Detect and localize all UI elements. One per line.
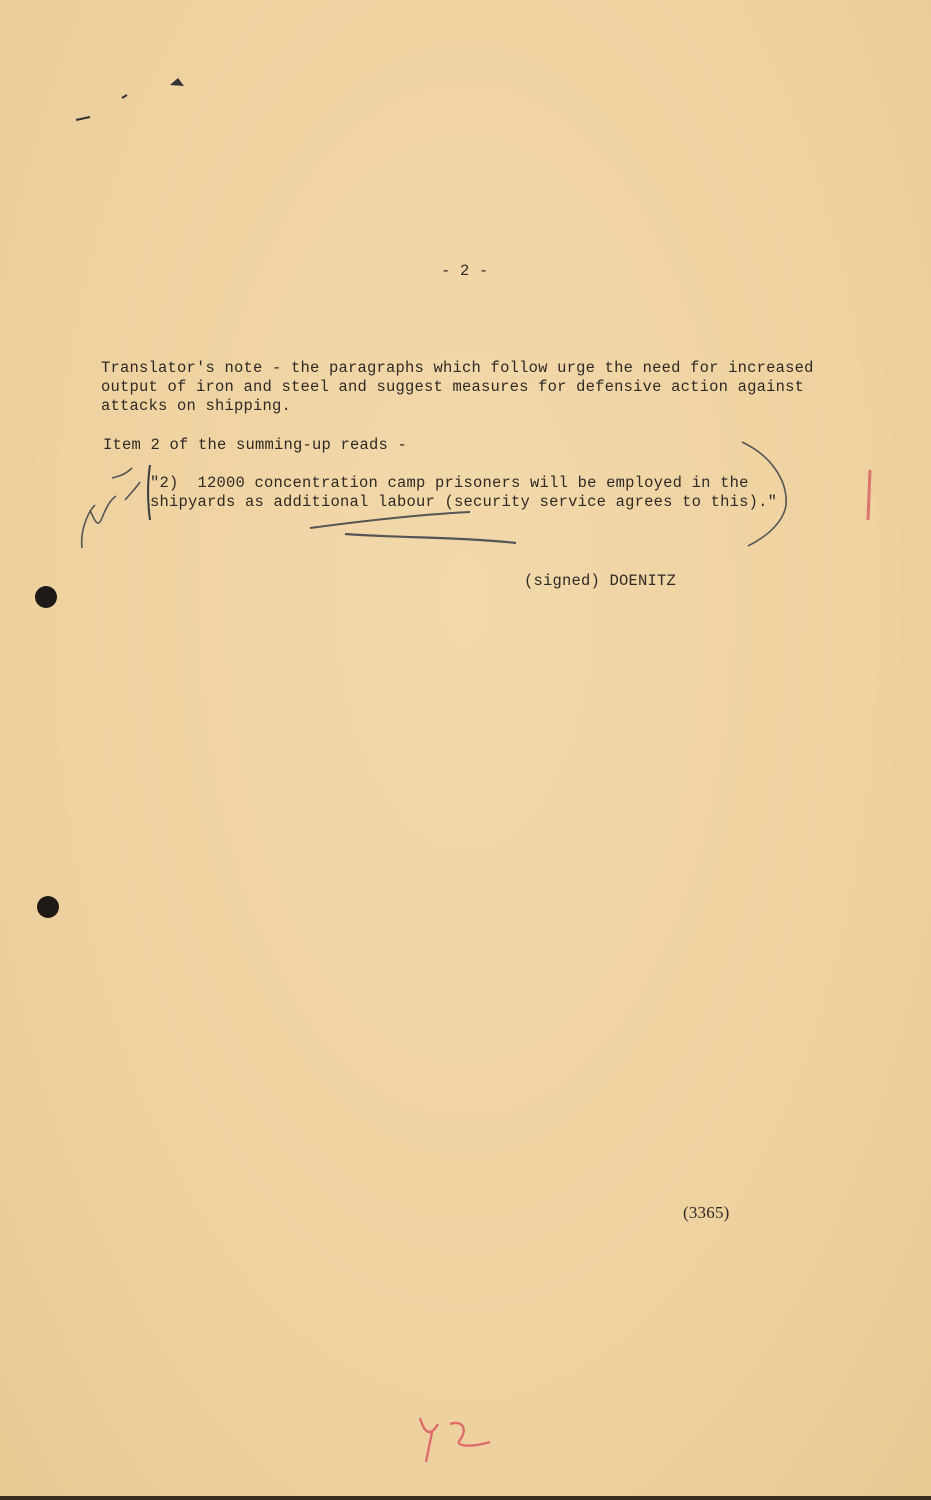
item-intro: Item 2 of the summing-up reads - xyxy=(103,436,408,454)
note-line: Translator's note - the paragraphs which follow urge the need for increased xyxy=(101,359,814,377)
punch-hole-bottom xyxy=(37,896,59,918)
document-number: (3365) xyxy=(683,1203,730,1222)
quote-line: "2) 12000 concentration camp prisoners will be employed in the xyxy=(150,474,749,492)
punch-hole-top xyxy=(35,586,57,608)
quote-line: shipyards as additional labour (security service agrees to this)." xyxy=(150,493,778,511)
signature-line: (signed) DOENITZ xyxy=(524,572,677,590)
page-number: - 2 - xyxy=(441,262,489,280)
quoted-item xyxy=(150,474,777,512)
note-line: attacks on shipping. xyxy=(101,397,292,415)
note-line: output of iron and steel and suggest measures for defensive action against xyxy=(101,378,805,396)
scan-edge xyxy=(0,1496,931,1500)
translator-note xyxy=(101,359,814,416)
